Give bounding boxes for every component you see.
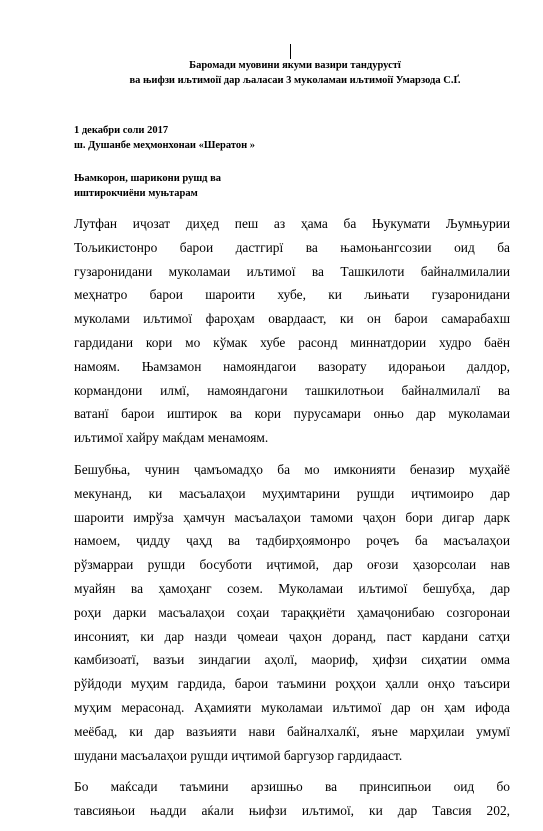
paragraph: [74, 775, 510, 823]
paragraph-line: кормандони илмї, намояндагони ташкилотњои байналмилалї ва: [74, 382, 510, 398]
paragraph-line: шудани масъалаҳои рушди иҷтимоӣ баргузор гардидааст.: [74, 747, 403, 763]
paragraph-line: муҳим мерасонад. Аҳамияти муколамаи иљтимої дар он ҳам ифода: [74, 699, 510, 715]
paragraph-line: шароити имрўза ҳамчун масъалаҳои тамоми ҷаҳон бори дигар дарк: [74, 509, 510, 525]
place-line: ш. Душанбе меҳмонхонаи «Шератон »: [74, 140, 256, 151]
greeting: [74, 171, 221, 201]
document-meta: [74, 123, 255, 153]
paragraph-line: тавсияњои њадди аќали њифзи иљтимої, ки дар Тавсия 202,: [74, 803, 510, 819]
paragraph-line: меҳнатро барои шароити хубе, ки љињати гузаронидани: [74, 287, 510, 303]
paragraph-line: инсоният, ки дар назди ҷомеаи ҷаҳон доранд, паст кардани сатҳи: [74, 628, 510, 644]
paragraph-line: иљтимої хайру маќдам менамоям.: [74, 430, 269, 446]
paragraph-line: намоям. Њамзамон намояндагои вазорату идорањои далдор,: [74, 358, 510, 374]
paragraph: [74, 212, 510, 450]
paragraph-line: Бешубња, чунин ҷамъомадҳо ба мо имконияти беназир муҳайё: [74, 461, 510, 477]
paragraph-line: рўйдоди муҳим гардида, барои таъмини роҳҳои ҳалли онҳо таъсири: [74, 676, 510, 692]
paragraph-line: рўзмарраи рушди босуботи иҷтимоӣ, дар оғози ҳазорсолаи нав: [74, 557, 510, 573]
paragraph-line: муколами иљтимої фароҳам овардааст, ки он барои самарабахш: [74, 311, 510, 327]
text-cursor: [290, 44, 291, 59]
paragraph-line: Бо маќсади таъмини арзишњо ва принсипњои оид бо: [74, 779, 510, 795]
paragraph: [74, 458, 510, 767]
paragraph-line: камбизоатї, вазъи зиндагии аҳолї, маориф, ҳифзи сиҳатии омма: [74, 652, 510, 668]
paragraph-line: Лутфан иҷозат диҳед пеш аз ҳама ба Њукумати Љумњурии: [74, 216, 510, 231]
paragraph-line: Тољикистонро барои дастгирї ва њамоњангсозии оид ба: [74, 239, 510, 255]
paragraph-line: роҳи дарки масъалаҳои соҳаи тараққиёти ҳамаҷонибаю созгоронаи: [74, 604, 510, 620]
paragraph-line: гардидани кори мо кўмак хубе расонд миннатдории худро баён: [74, 334, 510, 350]
paragraph-line: намоем, ҷидду ҷаҳд ва тадбирҳоямонро роҷеъ ба масъалаҳои: [74, 533, 510, 549]
paragraph-line: меёбад, ки дар вазъияти нави байналхалќї, яъне марҳилаи умумї: [74, 723, 510, 739]
greeting-line-2: иштирокчиёни муњтарам: [74, 188, 198, 199]
greeting-line-1: Њамкорон, шарикони рушд ва: [74, 173, 222, 184]
paragraph-line: гузаронидани муколамаи иљтимої ва Ташкилоти байналмилалии: [74, 263, 510, 279]
header-line-2: ва њифзи иљтимоії дар љаласаи 3 муколамаи иљтимоії Умарзода С.Ґ.: [129, 75, 461, 86]
date-line: 1 декабри соли 2017: [74, 125, 169, 136]
paragraph-line: муайян ва ҳамоҳанг созем. Муколамаи иљтимої бешубҳа, дар: [74, 580, 510, 596]
header-line-1: Баромади муовини якуми вазири тандурустї: [189, 60, 401, 71]
document-header: [80, 58, 510, 88]
document-body: [74, 212, 510, 831]
paragraph-line: мекунанд, ки масъалаҳои муҳимтарини рушди иҷтимоиро дар: [74, 485, 510, 501]
paragraph-line: ватанї барои иштирок ва кори пурусамари онњо дар муколамаи: [74, 406, 510, 422]
